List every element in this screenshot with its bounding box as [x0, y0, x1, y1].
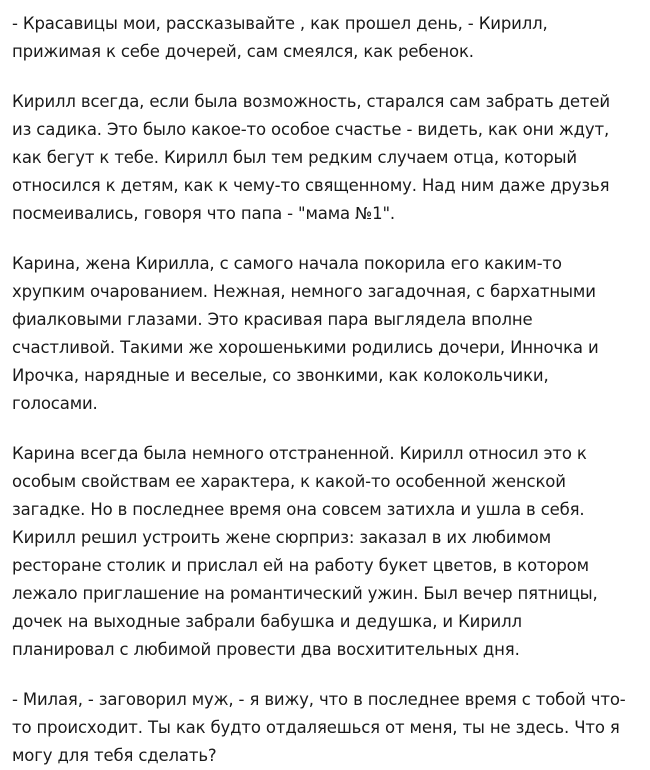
paragraph: Карина всегда была немного отстраненной. Кирилл относил это к особым свойствам ее характера, к какой-то особенной женской загадке. Но в последнее время она совсем затихла и ушла в себя. Кирилл решил устроить жене сюрприз: заказал в их любимом ресторане столик и прислал ей на работу букет цветов, в котором лежало приглашение на романтический ужин. Был вечер пятницы, дочек на выходные забрали бабушка и дедушка, и Кирилл планировал с любимой провести два восхитительных дня. — [12, 444, 598, 659]
paragraph: - Красавицы мои, рассказывайте , как прошел день, - Кирилл, прижимая к себе дочерей, сам смеялся, как ребенок. — [12, 14, 548, 61]
paragraph: - Милая, - заговорил муж, - я вижу, что в последнее время с тобой что-то происходит. Ты как будто отдаляешься от меня, ты не здесь. Что я могу для тебя сделать? — [12, 690, 626, 765]
paragraph: Кирилл всегда, если была возможность, старался сам забрать детей из садика. Это было какое-то особое счастье - видеть, как они ждут, как бегут к тебе. Кирилл был тем редким случаем отца, который относился к детям, как к чему-то священному. Над ним даже друзья посмеивались, говоря что папа - "мама №1". — [12, 92, 610, 223]
paragraph: Карина, жена Кирилла, с самого начала покорила его каким-то хрупким очарованием. Нежная, немного загадочная, с бархатными фиалковыми глазами. Это красивая пара выглядела вполне счастливой. Такими же хорошенькими родились дочери, Инночка и Ирочка, нарядные и веселые, со звонкими, как колокольчики, голосами. — [12, 254, 599, 413]
